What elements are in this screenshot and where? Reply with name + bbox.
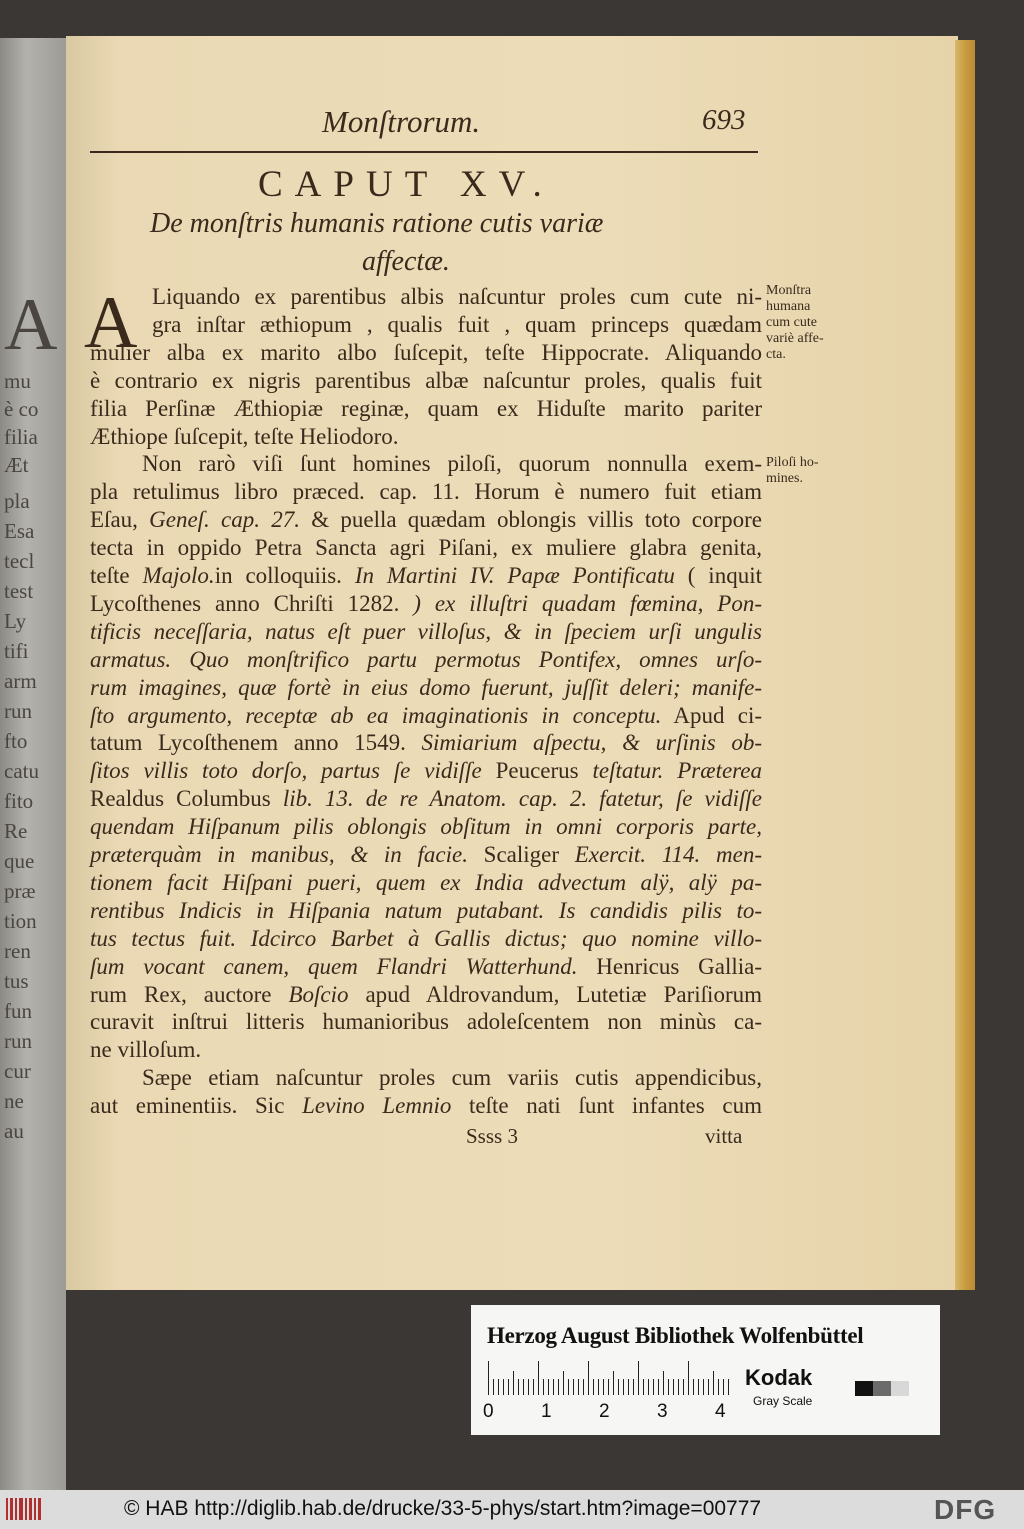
text-line xyxy=(90,562,762,590)
text-line xyxy=(90,423,762,451)
ruler-tick xyxy=(598,1379,599,1395)
text-segment: tatum Lycoſthenem anno 1549. xyxy=(90,730,422,756)
ruler-tick xyxy=(673,1379,674,1395)
ruler-tick xyxy=(618,1379,619,1395)
italic-text: tionem facit Hiſpani pueri, quem ex India advectum alÿ, alÿ pa- xyxy=(90,869,762,895)
text-segment: Liquando ex parentibus albis naſcuntur proles cum cute ni- xyxy=(152,284,762,309)
ruler-tick xyxy=(683,1379,684,1395)
text-line xyxy=(90,953,762,981)
italic-text: quendam Hiſpanum pilis oblongis obſitum in omni corporis parte, xyxy=(90,814,762,840)
ruler-tick xyxy=(718,1379,719,1395)
text-line xyxy=(90,646,762,674)
ruler-tick xyxy=(583,1379,584,1395)
margin-note-line: humana xyxy=(766,299,811,314)
previous-page-fragment: fto xyxy=(4,729,28,753)
ruler-tick xyxy=(648,1379,649,1395)
ruler-tick xyxy=(573,1379,574,1395)
text-segment: pla retulimus libro præced. cap. 11. Horum è numero fuit etiam xyxy=(90,479,762,505)
ruler-tick xyxy=(588,1361,589,1395)
italic-text: rum imagines, quæ fortè in eius domo fuerunt, juſſit deleri; manife- xyxy=(90,674,762,700)
text-segment: Æthiope ſuſcepit, teſte Heliodoro. xyxy=(90,423,399,449)
previous-page-fragment: pla xyxy=(4,489,30,513)
previous-page-fragment: Ly xyxy=(4,609,27,633)
running-head: Monſtrorum. xyxy=(322,104,481,139)
ruler-tick xyxy=(523,1379,524,1395)
text-segment: & puella quædam oblongis villis toto corpore xyxy=(300,507,762,533)
ruler-tick xyxy=(538,1361,539,1395)
ruler-tick xyxy=(563,1371,564,1395)
ruler-tick xyxy=(643,1379,644,1395)
previous-page-fragment: cur xyxy=(4,1059,31,1083)
color-chart xyxy=(471,1305,940,1435)
text-segment: ne villoſum. xyxy=(90,1037,202,1063)
italic-text: ſitos villis toto dorſo, partus ſe vidiſſe xyxy=(90,758,482,784)
ruler-tick xyxy=(628,1379,629,1395)
previous-page-fragment: Æt xyxy=(4,453,29,477)
previous-page-fragment: Esa xyxy=(4,519,35,543)
gray-patch xyxy=(855,1381,873,1396)
scale-number: 1 xyxy=(541,1401,552,1422)
ruler-tick xyxy=(728,1379,729,1395)
text-segment: gra inſtar æthiopum , qualis fuit , quam princeps quædam xyxy=(152,311,762,337)
ruler-tick xyxy=(613,1371,614,1395)
text-line xyxy=(90,478,762,506)
ruler-tick xyxy=(533,1379,534,1395)
italic-text: Simiarium aſpectu, & urſinis ob- xyxy=(421,730,762,756)
text-segment: è contrario ex nigris parentibus albæ naſcuntur proles, qualis fuit xyxy=(90,367,762,393)
previous-page-fragment: tion xyxy=(4,909,37,933)
drop-cap: A xyxy=(84,282,138,364)
ruler-tick xyxy=(653,1379,654,1395)
text-line xyxy=(90,869,762,897)
text-line xyxy=(142,1064,762,1092)
text-line xyxy=(90,590,762,618)
ruler-tick xyxy=(688,1361,689,1395)
text-segment: teſte xyxy=(90,563,143,588)
previous-page-fragment: filia xyxy=(4,425,38,449)
text-line xyxy=(90,813,762,841)
catchword: vitta xyxy=(705,1124,743,1148)
italic-text: ſto argumento, receptæ ab ea imaginationis in conceptu. xyxy=(90,702,662,728)
ruler-tick xyxy=(698,1379,699,1395)
ruler-tick xyxy=(503,1379,504,1395)
italic-text: Geneſ. cap. 27. xyxy=(149,507,300,533)
text-line xyxy=(90,897,762,925)
ruler-tick xyxy=(723,1379,724,1395)
previous-page-fragment: tus xyxy=(4,969,29,993)
text-segment: Apud ci- xyxy=(661,702,762,728)
previous-page-fragment: run xyxy=(4,1029,32,1053)
ruler-tick xyxy=(603,1379,604,1395)
ruler-tick xyxy=(528,1379,529,1395)
italic-text: lib. 13. de re Anatom. cap. 2. fatetur, ſe vidiſſe xyxy=(282,786,762,812)
text-segment: apud Aldrovandum, Lutetiæ Pariſiorum xyxy=(348,981,762,1007)
text-line xyxy=(90,1036,762,1064)
italic-text: teſtatur. Præterea xyxy=(592,758,762,784)
italic-text: tificis neceſſaria, natus eſt puer villoſus, & in ſpeciem urſi ungulis xyxy=(90,618,762,644)
kodak-logo: Kodak xyxy=(745,1365,813,1390)
italic-text: Majolo. xyxy=(142,563,215,588)
text-segment: in colloquiis. xyxy=(214,563,355,588)
dfg-logo: DFG xyxy=(934,1494,997,1525)
text-line xyxy=(90,339,762,367)
text-line xyxy=(90,534,762,562)
footer-bar xyxy=(0,1490,1024,1529)
text-segment: mulier alba ex marito albo ſuſcepit, teſte Hippocrate. Aliquando xyxy=(90,339,762,365)
ruler-tick xyxy=(498,1379,499,1395)
scale-number: 3 xyxy=(657,1401,668,1422)
text-segment: Eſau, xyxy=(90,507,150,533)
text-line xyxy=(90,841,762,869)
ruler-tick xyxy=(713,1371,714,1395)
ruler-tick xyxy=(678,1379,679,1395)
previous-page-fragment: fun xyxy=(4,999,32,1023)
margin-note-line: cum cute xyxy=(766,315,817,330)
text-line xyxy=(90,729,762,757)
italic-text: ſum vocant canem, quem Flandri Watterhund. xyxy=(90,953,578,979)
text-line xyxy=(90,1092,762,1120)
previous-page-fragment: catu xyxy=(4,759,39,783)
text-line xyxy=(90,618,762,646)
text-segment: tecta in oppido Petra Sancta agri Piſani, ex muliere glabra genita, xyxy=(90,535,762,561)
text-line xyxy=(142,450,762,478)
ruler-tick xyxy=(488,1361,489,1395)
ruler-tick xyxy=(708,1379,709,1395)
text-segment: Realdus Columbus xyxy=(90,786,283,812)
previous-page-fragment: test xyxy=(4,579,34,603)
previous-page-fragment: ne xyxy=(4,1089,24,1113)
scale-number: 4 xyxy=(715,1401,726,1422)
margin-note-pilosi xyxy=(766,455,819,487)
ruler-tick xyxy=(553,1379,554,1395)
text-segment: Sæpe etiam naſcuntur proles cum variis cutis appendicibus, xyxy=(142,1065,762,1091)
italic-text: Boſcio xyxy=(288,981,349,1007)
previous-page-fragment: arm xyxy=(4,669,37,693)
ruler-tick xyxy=(623,1379,624,1395)
scale-ruler xyxy=(488,1361,733,1395)
text-segment: Non rarò viſi ſunt homines piloſi, quorum nonnulla exem- xyxy=(142,451,762,477)
previous-page-fragment: ren xyxy=(4,939,31,963)
ruler-tick xyxy=(493,1379,494,1395)
previous-page-fragment: tecl xyxy=(4,549,35,573)
text-segment: Lycoſthenes anno Chriſti 1282. xyxy=(90,590,414,616)
previous-page-fragment: è co xyxy=(4,397,39,421)
previous-page-fragment: run xyxy=(4,699,32,723)
previous-page-fragment: tifi xyxy=(4,639,29,663)
text-segment: Peucerus xyxy=(481,758,593,784)
ruler-tick xyxy=(633,1379,634,1395)
italic-text: In Martini IV. Papæ Pontificatu xyxy=(354,563,675,588)
text-line xyxy=(90,925,762,953)
ruler-tick xyxy=(513,1371,514,1395)
italic-text: tus tectus fuit. Idcirco Barbet à Gallis dictus; quo nomine villo- xyxy=(90,925,762,951)
text-segment: Scaliger xyxy=(467,842,575,867)
chart-title: Herzog August Bibliothek Wolfenbüttel xyxy=(487,1323,864,1348)
previous-page-fragment: mu xyxy=(4,369,31,393)
signature-mark: Ssss 3 xyxy=(466,1124,518,1148)
ruler-tick xyxy=(608,1379,609,1395)
previous-page-fragment: A xyxy=(4,284,58,366)
ruler-tick xyxy=(638,1361,639,1395)
ruler-tick xyxy=(568,1379,569,1395)
text-line xyxy=(90,785,762,813)
text-line xyxy=(90,757,762,785)
text-segment: rum Rex, auctore xyxy=(90,981,289,1007)
text-line xyxy=(90,367,762,395)
margin-note-line: Monſtra xyxy=(766,283,812,298)
margin-note-line: Piloſi ho- xyxy=(766,455,819,470)
margin-note-line: cta. xyxy=(766,347,786,362)
ruler-tick xyxy=(543,1379,544,1395)
header-rule xyxy=(90,151,758,153)
previous-page-edge xyxy=(0,38,66,1490)
text-line xyxy=(152,311,762,339)
italic-text: rentibus Indicis in Hiſpania natum putabant. Is candidis pilis to- xyxy=(90,897,762,923)
italic-text: armatus. Quo monſtrifico partu permotus Pontifex, omnes urſo- xyxy=(90,646,762,672)
text-line xyxy=(90,1008,762,1036)
margin-note-monstra xyxy=(766,283,824,363)
text-segment: Henricus Gallia- xyxy=(577,953,762,979)
text-line xyxy=(90,506,762,534)
text-segment: ( inquit xyxy=(674,563,762,588)
previous-page-fragment: Re xyxy=(4,819,28,843)
italic-text: Exercit. 114. men- xyxy=(574,842,762,867)
ruler-tick xyxy=(668,1379,669,1395)
gray-patch xyxy=(891,1381,909,1396)
scale-number: 2 xyxy=(599,1401,610,1422)
previous-page-fragment: au xyxy=(4,1119,24,1143)
margin-note-line: variè affe- xyxy=(766,331,824,346)
chapter-title: CAPUT XV. xyxy=(258,164,554,205)
ruler-tick xyxy=(703,1379,704,1395)
text-line xyxy=(152,283,762,311)
page-edge xyxy=(955,40,975,1290)
ruler-tick xyxy=(518,1379,519,1395)
barcode-icon xyxy=(6,1498,46,1520)
italic-text: Levino Lemnio xyxy=(302,1093,452,1119)
ruler-tick xyxy=(663,1371,664,1395)
ruler-tick xyxy=(558,1379,559,1395)
text-line xyxy=(90,702,762,730)
text-line xyxy=(90,395,762,423)
ruler-tick xyxy=(578,1379,579,1395)
ruler-tick xyxy=(658,1379,659,1395)
text-segment: teſte nati ſunt infantes cum xyxy=(451,1093,762,1119)
text-segment: curavit inſtrui litteris humanioribus adoleſcentem non minùs ca- xyxy=(90,1009,762,1035)
scale-number: 0 xyxy=(483,1401,494,1422)
chapter-subtitle-line-1: De monſtris humanis ratione cutis variæ xyxy=(150,208,604,239)
page-number: 693 xyxy=(702,104,746,136)
text-line xyxy=(90,674,762,702)
italic-text: ) ex illuſtri quadam fœmina, Pon- xyxy=(413,590,763,616)
ruler-tick xyxy=(593,1379,594,1395)
ruler-tick xyxy=(548,1379,549,1395)
chapter-subtitle-line-2: affectæ. xyxy=(362,246,450,277)
italic-text: præterquàm in manibus, & in facie. xyxy=(90,842,468,867)
ruler-tick xyxy=(508,1379,509,1395)
text-segment: filia Perſinæ Æthiopiæ reginæ, quam ex Hiduſte marito pariter xyxy=(90,395,762,421)
margin-note-line: mines. xyxy=(766,471,803,486)
previous-page-fragment: præ xyxy=(4,879,36,903)
text-segment: aut eminentiis. Sic xyxy=(90,1093,303,1119)
ruler-tick xyxy=(693,1379,694,1395)
previous-page-fragment: que xyxy=(4,849,35,873)
gray-patch xyxy=(873,1381,891,1396)
previous-page-fragment: fito xyxy=(4,789,34,813)
gray-scale-label: Gray Scale xyxy=(753,1394,813,1408)
copyright-url[interactable]: © HAB http://diglib.hab.de/drucke/33-5-phys/start.htm?image=00777 xyxy=(124,1497,762,1520)
text-line xyxy=(90,981,762,1009)
